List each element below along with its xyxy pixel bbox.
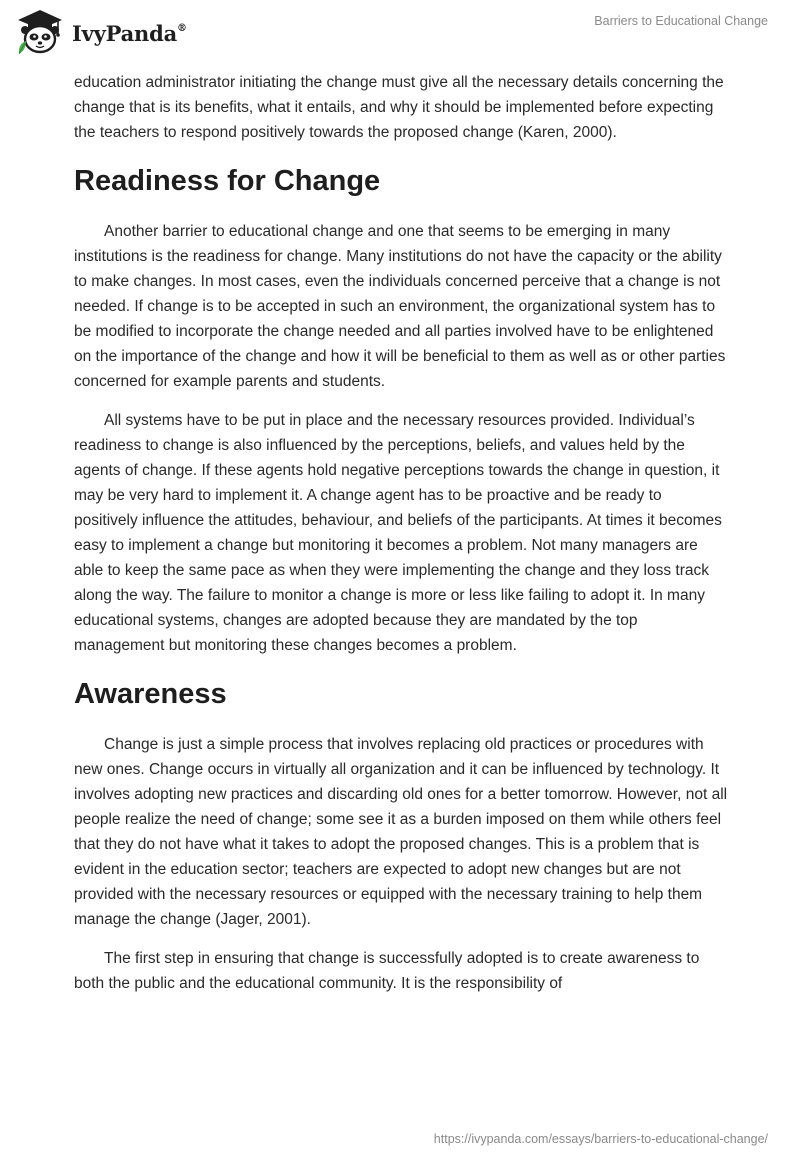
ivypanda-logo[interactable] [14, 8, 187, 58]
page-header [0, 0, 800, 66]
essay-content [74, 70, 728, 1010]
heading-awareness: Awareness [74, 678, 227, 710]
heading-readiness-for-change: Readiness for Change [74, 165, 381, 197]
source-url[interactable]: https://ivypanda.com/essays/barriers-to-educational-change/ [433, 1132, 768, 1146]
document-title: Barriers to Educational Change [594, 14, 768, 28]
intro-paragraph: education administrator initiating the change must give all the necessary details concerning the change that is its benefits, what it entails, and why it should be implemented before expecting the teachers to respond positively towards the proposed change (Karen, 2000). [74, 74, 724, 141]
panda-graduate-icon [14, 8, 66, 58]
paragraph: The first step in ensuring that change is successfully adopted is to create awareness to both the public and the educational community. It is the responsibility of [74, 950, 700, 992]
registered-mark: ® [177, 22, 187, 34]
paragraph: Another barrier to educational change and one that seems to be emerging in many institutions is the readiness for change. Many institutions do not have the capacity or the ability to make changes. In most cases, even the individuals concerned perceive that a change is not needed. If change is to be accepted in such an environment, the organizational system has to be modified to incorporate the change needed and all parties involved have to be enlightened on the importance of the change and how it will be beneficial to them as well as or other parties concerned for example parents and students. [74, 223, 726, 390]
brand-name: IvyPanda® [72, 20, 187, 46]
paragraph: All systems have to be put in place and the necessary resources provided. Individual’s readiness to change is also influenced by the perceptions, beliefs, and values held by the agents of change. If these agents hold negative perceptions towards the change in question, it may be very hard to implement it. A change agent has to be proactive and be ready to positively influence the attitudes, behaviour, and beliefs of the participants. At times it becomes easy to implement a change but monitoring it becomes a problem. Not many managers are able to keep the same pace as when they were implementing the change and they loss track along the way. The failure to monitor a change is more or less like failing to adopt it. In many educational systems, changes are adopted because they are mandated by the top management but monitoring these changes becomes a problem. [74, 412, 722, 654]
paragraph: Change is just a simple process that involves replacing old practices or procedures with new ones. Change occurs in virtually all organization and it can be influenced by technology. It involves adopting new practices and discarding old ones for a better tomorrow. However, not all people realize the need of change; some see it as a burden imposed on them while others feel that they do not have what it takes to adopt the proposed changes. This is a problem that is evident in the education sector; teachers are expected to adopt new changes but are not provided with the necessary resources or equipped with the necessary training to help them manage the change (Jager, 2001). [74, 736, 728, 928]
